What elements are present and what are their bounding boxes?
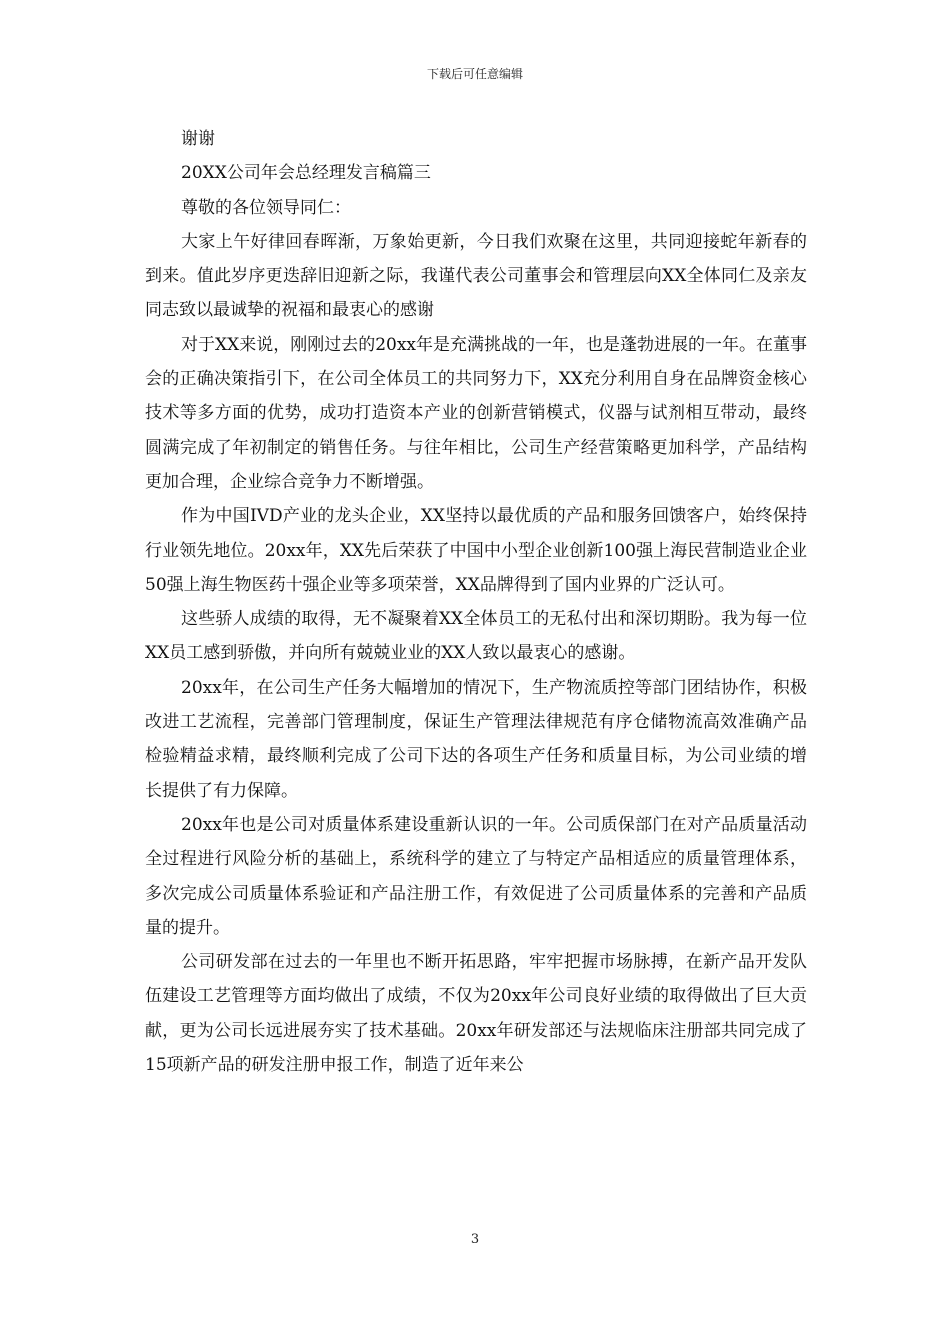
paragraph-year-review: 对于XX来说，刚刚过去的20xx年是充满挑战的一年，也是蓬勃进展的一年。在董事会的正确决策指引下，在公司全体员工的共同努力下，XX充分利用自身在品牌资金核心技术等多方面的优势，成功打造资本产业的创新营销模式，仪器与试剂相互带动，最终圆满完成了年初制定的销售任务。与往年相比，公司生产经营策略更加科学，产品结构更加合理，企业综合竞争力不断增强。 (145, 334, 808, 492)
page-header: 下载后可任意编辑 (426, 67, 523, 81)
page-number: 3 (470, 1232, 480, 1247)
paragraph-honors: 作为中国IVD产业的龙头企业，XX坚持以最优质的产品和服务回馈客户，始终保持行业领先地位。20xx年，XX先后荣获了中国中小型企业创新100强上海民营制造业企业50强上海生物医药十强企业等多项荣誉，XX品牌得到了国内业界的广泛认可。 (145, 506, 807, 595)
salutation: 尊敬的各位领导同仁： (181, 197, 351, 218)
document-body (145, 122, 807, 1082)
paragraph-quality: 20xx年也是公司对质量体系建设重新认识的一年。公司质保部门在对产品质量活动全过程进行风险分析的基础上，系统科学的建立了与特定产品相适应的质量管理体系，多次完成公司质量体系验证和产品注册工作，有效促进了公司质量体系的完善和产品质量的提升。 (145, 814, 807, 938)
paragraph-greeting: 大家上午好律回春晖渐，万象始更新，今日我们欢聚在这里，共同迎接蛇年新春的到来。值此岁序更迭辞旧迎新之际，我谨代表公司董事会和管理层向XX全体同仁及亲友同志致以最诚挚的祝福和最衷心的感谢 (145, 231, 807, 321)
section-title: 20XX公司年会总经理发言稿篇三 (181, 163, 431, 184)
paragraph-research: 公司研发部在过去的一年里也不断开拓思路，牢牢把握市场脉搏，在新产品开发队伍建设工艺管理等方面均做出了成绩，不仅为20xx年公司良好业绩的取得做出了巨大贡献，更为公司长远进展夯实了技术基础。20xx年研发部还与法规临床注册部共同完成了15项新产品的研发注册申报工作，制造了近年来公 (145, 952, 807, 1076)
paragraph-production: 20xx年，在公司生产任务大幅增加的情况下，生产物流质控等部门团结协作，积极改进工艺流程，完善部门管理制度，保证生产管理法律规范有序仓储物流高效准确产品检验精益求精，最终顺利完成了公司下达的各项生产任务和质量目标，为公司业绩的增长提供了有力保障。 (145, 677, 807, 801)
paragraph-gratitude: 这些骄人成绩的取得，无不凝聚着XX全体员工的无私付出和深切期盼。我为每一位XX员工感到骄傲，并向所有兢兢业业的XX人致以最衷心的感谢。 (145, 609, 807, 664)
closing-thanks: 谢谢 (181, 129, 215, 149)
